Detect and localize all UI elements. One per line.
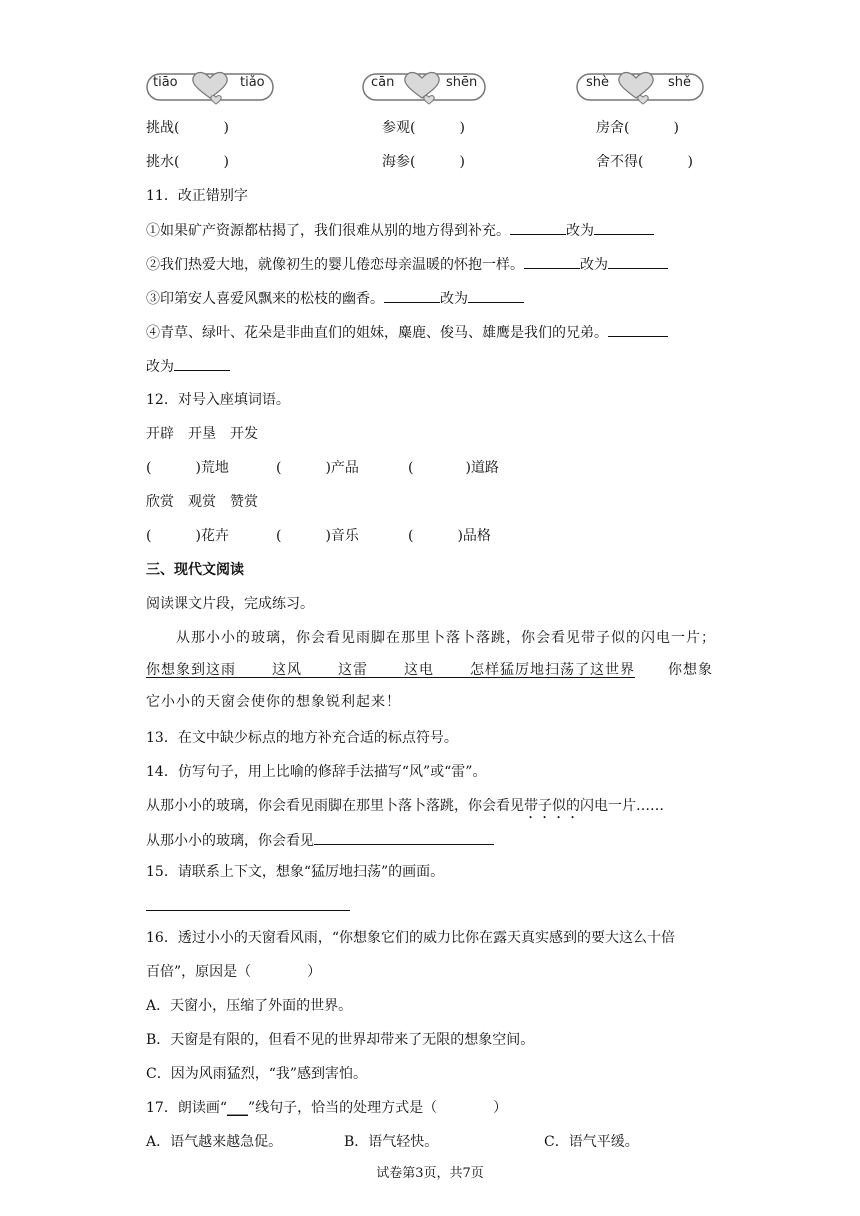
q14-prompt: 从那小小的玻璃，你会看见 — [146, 830, 494, 851]
pinyin-left: cān — [371, 75, 395, 90]
q16-option-c[interactable]: C．因为风雨猛烈，“我”感到害怕。 — [146, 1066, 368, 1082]
pinyin-left: tiāo — [153, 75, 178, 90]
pinyin-left: shè — [586, 75, 610, 90]
q16-option-b[interactable]: B．天窗是有限的，但看不见的世界却带来了无限的想象空间。 — [146, 1032, 535, 1048]
pinyin-right: shēn — [446, 75, 478, 90]
passage-line-3: 它小小的天窗会使你的想象锐利起来！ — [146, 694, 401, 710]
q13-title: 13．在文中缺少标点的地方补充合适的标点符号。 — [146, 730, 458, 746]
q11-title: 11．改正错别字 — [146, 188, 248, 204]
pinyin-right: tiǎo — [240, 75, 265, 90]
passage-line-2-tail: 你想象 — [668, 662, 713, 678]
q12-group2-words: 欣赏 观赏 赞赏 — [146, 494, 258, 510]
answer-blank[interactable] — [608, 322, 668, 337]
q15-title: 15．请联系上下文，想象“猛厉地扫荡”的画面。 — [146, 864, 445, 880]
pinyin-pair-3 — [576, 68, 704, 108]
pinyin-right: shě — [668, 75, 692, 90]
answer-blank[interactable] — [594, 220, 654, 235]
q12-blank-pinge: ( )品格 — [408, 528, 491, 544]
pinyin-pair-2 — [362, 68, 486, 108]
q17-option-c[interactable]: C．语气平缓。 — [544, 1134, 639, 1150]
q12-blank-huahui: ( )花卉 — [146, 528, 229, 544]
answer-blank[interactable] — [384, 288, 440, 303]
pinyin-pair-1 — [146, 68, 274, 108]
answer-blank[interactable] — [510, 220, 566, 235]
q12-blank-yinyue: ( )音乐 — [276, 528, 359, 544]
section-intro: 阅读课文片段，完成练习。 — [146, 596, 314, 612]
q14-title: 14．仿写句子，用上比喻的修辞手法描写“风”或“雷”。 — [146, 764, 487, 780]
answer-blank[interactable] — [524, 254, 580, 269]
word-shebude: 舍不得( ) — [596, 154, 693, 170]
answer-blank[interactable] — [314, 830, 494, 845]
word-canguan: 参观( ) — [382, 120, 465, 136]
q12-title: 12．对号入座填词语。 — [146, 392, 290, 408]
q17-option-b[interactable]: B．语气轻快。 — [344, 1134, 439, 1150]
q11-item-1: ①如果矿产资源都枯揭了，我们很难从别的地方得到补充。 改为 — [146, 220, 654, 241]
q16-option-a[interactable]: A．天窗小，压缩了外面的世界。 — [146, 998, 353, 1014]
q12-blank-huangdi: ( )荒地 — [146, 460, 229, 476]
q16-title-line-2: 百倍”，原因是（ ） — [146, 964, 322, 980]
answer-blank[interactable] — [468, 288, 524, 303]
q14-example: 从那小小的玻璃，你会看见雨脚在那里卜落卜落跳，你会看见带子似的闪电一片…… — [146, 798, 664, 814]
section-title: 三、现代文阅读 — [146, 562, 244, 578]
q11-item-3: ③印第安人喜爱风飘来的松枝的幽香。 改为 — [146, 288, 524, 309]
passage-line-2: 你想象到这雨 这风 这雷 这电 怎样猛厉地扫荡了这世界 — [146, 662, 635, 678]
passage-line-1: 从那小小的玻璃，你会看见雨脚在那里卜落卜落跳，你会看见带子似的闪电一片； — [176, 630, 716, 646]
word-tiaoshui: 挑水( ) — [146, 154, 229, 170]
q15-answer-line[interactable] — [146, 910, 350, 911]
word-haishen: 海参( ) — [382, 154, 465, 170]
q11-item-4-change: 改为 — [146, 356, 230, 377]
word-tiaozhan: 挑战( ) — [146, 120, 229, 136]
page-footer: 试卷第3页，共7页 — [376, 1166, 484, 1181]
answer-blank[interactable] — [174, 356, 230, 371]
q16-title-line-1: 16．透过小小的天窗看风雨，“你想象它们的威力比你在露天真实感到的要大这么十倍 — [146, 930, 675, 946]
q12-blank-daolu: ( )道路 — [408, 460, 499, 476]
q12-blank-chanpin: ( )产品 — [276, 460, 359, 476]
word-fangshe: 房舍( ) — [596, 120, 679, 136]
underline-rule — [146, 677, 616, 678]
q12-group1-words: 开辟 开垦 开发 — [146, 426, 258, 442]
q17-option-a[interactable]: A．语气越来越急促。 — [146, 1134, 283, 1150]
q11-item-4: ④青草、绿叶、花朵是非曲直们的姐妹，麋鹿、俊马、雄鹰是我们的兄弟。 — [146, 322, 668, 343]
answer-blank[interactable] — [608, 254, 668, 269]
q11-item-2: ②我们热爱大地，就像初生的婴儿倦恋母亲温暖的怀抱一样。 改为 — [146, 254, 668, 275]
q17-title: 17．朗读画“___”线句子，恰当的处理方式是（ ） — [146, 1100, 508, 1116]
